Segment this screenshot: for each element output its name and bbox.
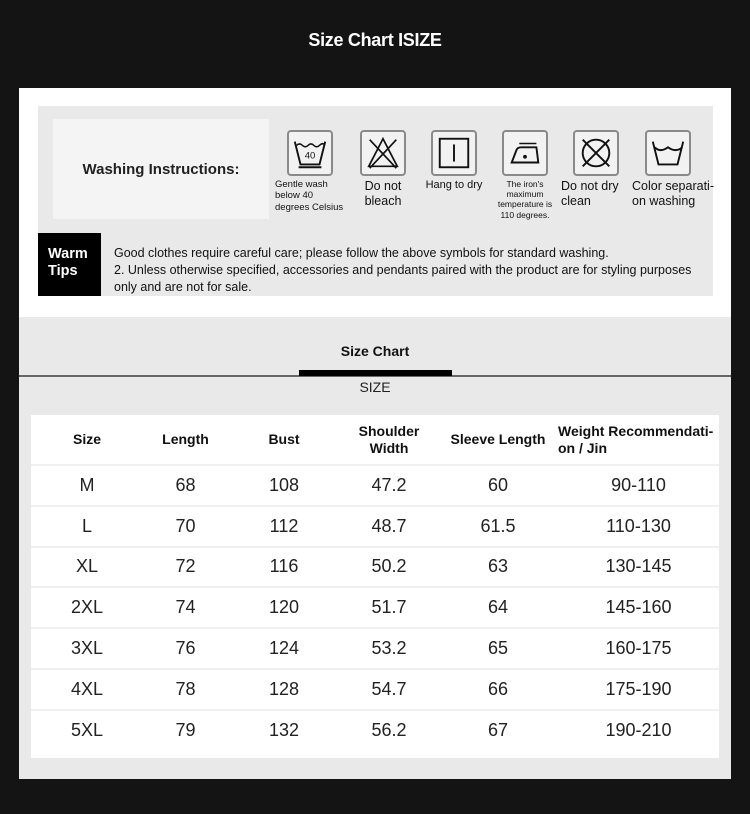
table-cell: 3XL <box>31 628 143 669</box>
table-cell: 63 <box>438 547 558 588</box>
tip-line: Good clothes require careful care; please follow the above symbols for standard washing. <box>114 246 609 260</box>
symbol-caption: Gentle wash below 40 degrees Celsius <box>275 179 344 213</box>
table-cell: 56.2 <box>340 710 438 751</box>
table-cell: 90-110 <box>558 465 719 506</box>
table-cell: 67 <box>438 710 558 751</box>
symbol-do-not-dry-clean <box>561 130 631 209</box>
hang-to-dry-icon <box>431 130 477 176</box>
symbol-caption: Hang to dry <box>425 179 483 191</box>
table-cell: 72 <box>143 547 228 588</box>
table-cell: 128 <box>228 669 340 710</box>
table-cell: 5XL <box>31 710 143 751</box>
table-cell: 47.2 <box>340 465 438 506</box>
wash-separately-icon <box>645 130 691 176</box>
symbol-hang-to-dry <box>419 130 489 192</box>
symbol-do-not-bleach <box>348 130 418 209</box>
table-cell: 120 <box>228 587 340 628</box>
table-cell: 53.2 <box>340 628 438 669</box>
table-row <box>31 710 719 751</box>
table-cell: 124 <box>228 628 340 669</box>
symbol-caption: Do not dry clean <box>561 179 619 208</box>
washing-panel <box>19 88 731 317</box>
table-cell: 108 <box>228 465 340 506</box>
column-header: Sleeve Length <box>450 431 546 448</box>
table-row <box>31 506 719 547</box>
table-row <box>31 547 719 588</box>
table-cell: 60 <box>438 465 558 506</box>
size-chart-section <box>19 317 731 779</box>
do-not-dry-clean-icon <box>573 130 619 176</box>
table-cell: 130-145 <box>558 547 719 588</box>
table-cell: 61.5 <box>438 506 558 547</box>
washing-label: Washing Instructions: <box>82 160 240 178</box>
symbol-caption: Color separati- on washing <box>632 179 714 208</box>
symbol-wash-40 <box>275 130 345 213</box>
symbol-iron <box>490 130 560 220</box>
table-cell: 76 <box>143 628 228 669</box>
table-cell: M <box>31 465 143 506</box>
table-cell: 190-210 <box>558 710 719 751</box>
table-header-row <box>31 415 719 465</box>
active-tab-indicator <box>299 370 452 376</box>
column-header: Size <box>72 431 101 448</box>
table-cell: 175-190 <box>558 669 719 710</box>
table-cell: 54.7 <box>340 669 438 710</box>
table-cell: XL <box>31 547 143 588</box>
table-cell: 64 <box>438 587 558 628</box>
table-cell: 50.2 <box>340 547 438 588</box>
table-row <box>31 669 719 710</box>
symbol-wash-separately <box>632 130 724 209</box>
table-cell: 66 <box>438 669 558 710</box>
iron-low-temp-icon <box>502 130 548 176</box>
table-cell: 4XL <box>31 669 143 710</box>
table-row <box>31 628 719 669</box>
column-header: Weight Recommendati- on / Jin <box>558 422 714 456</box>
column-header: Bust <box>268 431 300 448</box>
do-not-bleach-icon <box>360 130 406 176</box>
table-cell: 116 <box>228 547 340 588</box>
size-table-container <box>31 415 719 758</box>
table-row <box>31 465 719 506</box>
table-cell: 65 <box>438 628 558 669</box>
table-cell: 112 <box>228 506 340 547</box>
size-heading: SIZE <box>359 379 391 395</box>
table-cell: 2XL <box>31 587 143 628</box>
table-cell: 160-175 <box>558 628 719 669</box>
size-table <box>31 415 719 751</box>
page-title: Size Chart ISIZE <box>308 30 442 50</box>
table-body <box>31 465 719 751</box>
washing-label-box <box>53 119 269 219</box>
tip-line: 2. Unless otherwise specified, accessories and pendants paired with the product are for styling purposes only and are not for sale. <box>114 262 692 294</box>
table-cell: 48.7 <box>340 506 438 547</box>
wash-temp-label: 40 <box>304 150 316 162</box>
symbol-caption: Do not bleach <box>364 179 402 208</box>
column-header: Shoulder Width <box>358 422 420 456</box>
column-header: Length <box>162 431 209 448</box>
warm-tips <box>38 233 713 296</box>
warm-tips-text <box>114 245 714 296</box>
table-cell: 74 <box>143 587 228 628</box>
wash-40-icon <box>287 130 333 176</box>
table-cell: 79 <box>143 710 228 751</box>
table-cell: 70 <box>143 506 228 547</box>
table-cell: 145-160 <box>558 587 719 628</box>
table-cell: 110-130 <box>558 506 719 547</box>
symbol-caption: The iron's maximum temperature is 110 degrees. <box>497 179 553 220</box>
warm-tips-label: Warm Tips <box>38 233 101 296</box>
table-cell: 132 <box>228 710 340 751</box>
table-row <box>31 587 719 628</box>
table-cell: 51.7 <box>340 587 438 628</box>
table-cell: L <box>31 506 143 547</box>
tab-size-chart[interactable]: Size Chart <box>340 343 410 359</box>
table-cell: 68 <box>143 465 228 506</box>
table-cell: 78 <box>143 669 228 710</box>
